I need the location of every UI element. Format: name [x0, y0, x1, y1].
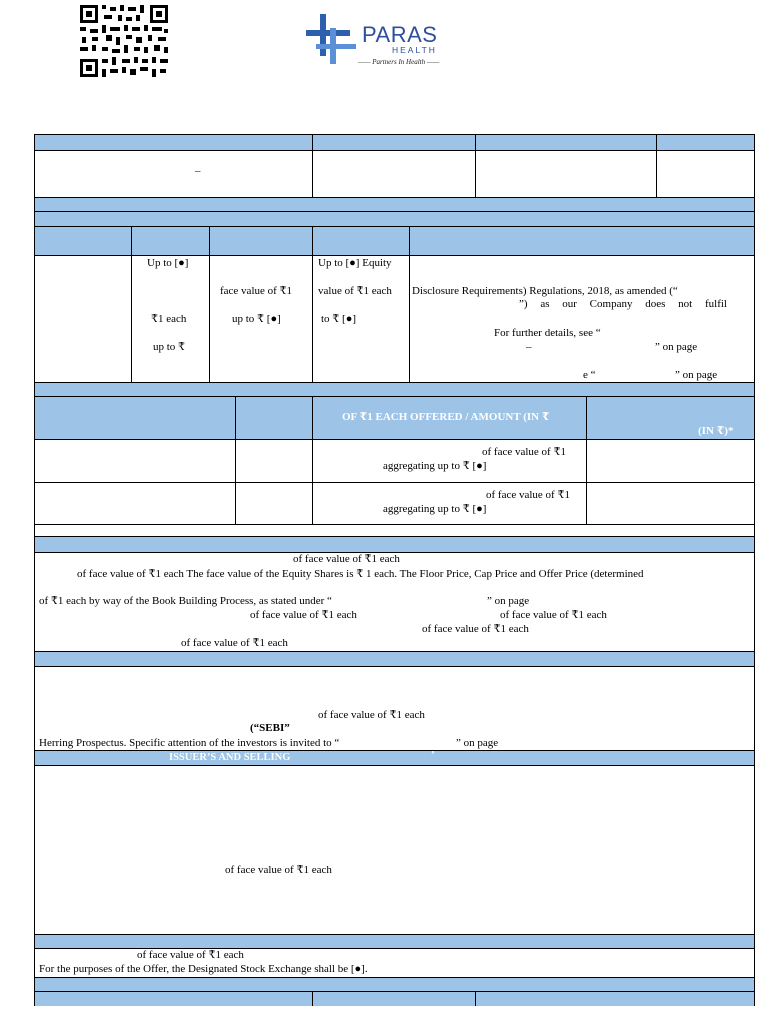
- listing-header-bar: [35, 935, 754, 948]
- ofs-line2: up to ₹ [●]: [232, 313, 281, 325]
- eligibility-line3: For further details, see “: [494, 327, 601, 339]
- blue-band: [35, 198, 754, 211]
- eligibility-line4: –: [526, 341, 532, 353]
- general-risks-header-bar: [35, 652, 754, 666]
- cover-page-table: [34, 134, 755, 1006]
- ofs-line1: face value of ₹1: [220, 285, 293, 297]
- footer-table-header: [35, 992, 754, 1006]
- listing-line2: For the purposes of the Offer, the Designated Stock Exchange shall be [●].: [39, 963, 368, 975]
- qr-code: [78, 3, 170, 79]
- risks-line1: of face value of ₹1 each: [293, 553, 400, 565]
- total-offer-line1: Up to [●] Equity: [318, 257, 392, 269]
- offer-table-header: [35, 227, 754, 255]
- risks-line3: of ₹1 each by way of the Book Building Process, as stated under “: [39, 595, 332, 607]
- risks-header-bar: [35, 537, 754, 552]
- issuer-header-label: ISSUER’S AND SELLING: [169, 752, 291, 763]
- brand-subname: HEALTH: [392, 45, 437, 55]
- issuer-header-mark: ’: [431, 749, 435, 761]
- eligibility-line5: ” on page: [655, 341, 698, 353]
- blue-band: [35, 978, 754, 991]
- blue-band: [35, 383, 754, 396]
- listing-line1: of face value of ₹1 each: [137, 949, 244, 961]
- total-offer-line2: value of ₹1 each: [318, 285, 392, 297]
- selling-row2-line2: aggregating up to ₹ [●]: [383, 503, 487, 515]
- risks-line4: ” on page: [487, 595, 530, 607]
- blue-band: [35, 212, 754, 226]
- general-risks-line2: (“SEBI”: [250, 722, 290, 734]
- risks-line2: of face value of ₹1 each The face value of the Equity Shares is ₹ 1 each. The Floor Price, Cap Price and Offer Price (determined: [77, 568, 644, 580]
- eligibility-line2: ”) as our Company does not fulfil: [519, 298, 727, 310]
- brand-tagline: —— Partners In Health ——: [358, 58, 440, 66]
- risks-line5: of face value of ₹1 each: [250, 609, 357, 621]
- general-risks-line3: Herring Prospectus. Specific attention of the investors is invited to “: [39, 737, 340, 749]
- general-risks-line4: ” on page: [456, 737, 499, 749]
- general-risks-line1: of face value of ₹1 each: [318, 709, 425, 721]
- fresh-issue-line3: up to ₹: [153, 341, 186, 353]
- brand-tagline-text: Partners In Health: [372, 58, 426, 66]
- risks-line7: of face value of ₹1 each: [422, 623, 529, 635]
- selling-row1-line1: of face value of ₹1: [482, 446, 566, 458]
- fresh-issue-line1: Up to [●]: [147, 257, 189, 269]
- risks-line8: of face value of ₹1 each: [181, 637, 288, 649]
- selling-header-mid: OF ₹1 EACH OFFERED / AMOUNT (IN ₹: [342, 411, 550, 423]
- selling-row2-line1: of face value of ₹1: [486, 489, 570, 501]
- issuer-header-bar: [35, 751, 754, 765]
- eligibility-line1: Disclosure Requirements) Regulations, 2018, as amended (“: [412, 285, 678, 297]
- cover-dash: –: [195, 165, 201, 177]
- eligibility-line6: e “: [583, 369, 596, 381]
- issuer-line: of face value of ₹1 each: [225, 864, 332, 876]
- brand-name: PARAS: [362, 22, 438, 47]
- fresh-issue-line2: ₹1 each: [151, 313, 187, 325]
- selling-header-right: (IN ₹)*: [698, 425, 734, 437]
- selling-row1-line2: aggregating up to ₹ [●]: [383, 460, 487, 472]
- total-offer-line3: to ₹ [●]: [321, 313, 357, 325]
- eligibility-line7: ” on page: [675, 369, 718, 381]
- section-header-bar: [35, 135, 754, 150]
- risks-line6: of face value of ₹1 each: [500, 609, 607, 621]
